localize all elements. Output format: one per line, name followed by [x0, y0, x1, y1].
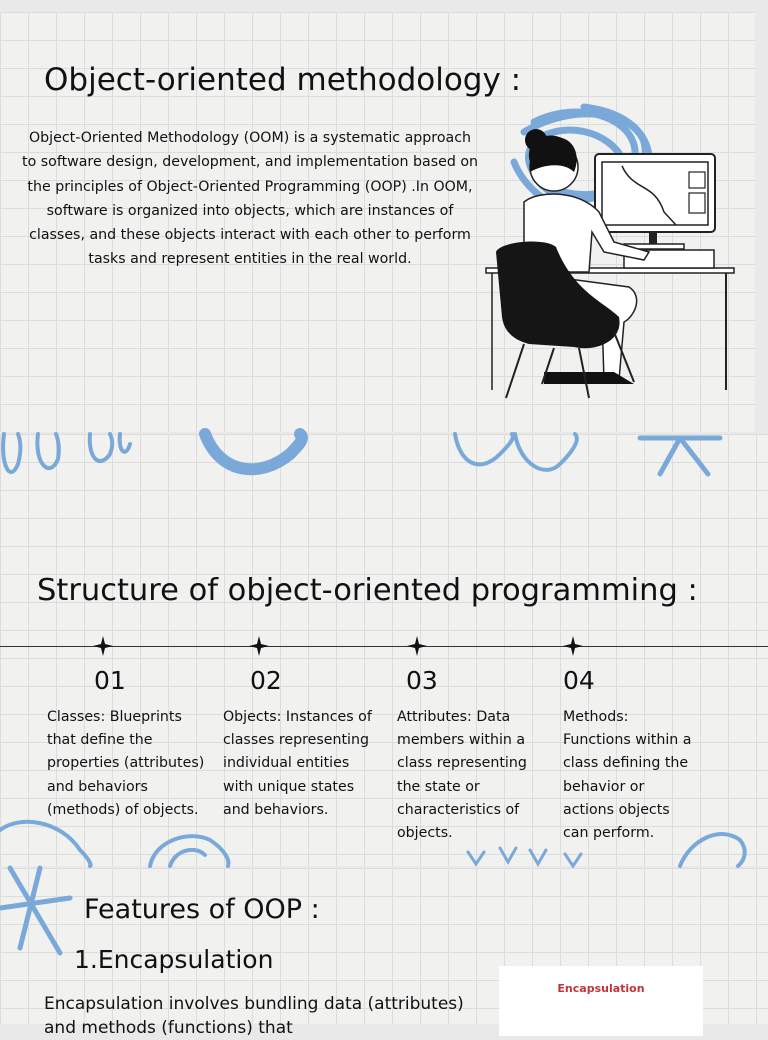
slide-title: Object-oriented methodology : — [44, 62, 522, 98]
step-description: Classes: Blueprints that define the properties (attributes) and behaviors (methods) of objects. — [47, 709, 205, 818]
step-description: Methods: Functions within a class defining the behavior or actions objects can perform. — [563, 709, 692, 842]
step-description: Objects: Instances of classes representing individual entities with unique states and behaviors. — [223, 709, 372, 818]
card-label: Encapsulation — [557, 982, 645, 995]
blue-scribble-decoration — [0, 868, 80, 958]
slide-object-oriented-methodology — [0, 12, 755, 432]
feature-body-text: Encapsulation involves bundling data (attributes) and methods (functions) that — [44, 994, 464, 1038]
blue-scribble-decoration — [0, 434, 768, 494]
blue-scribble-decoration — [0, 810, 768, 866]
sparkle-icon — [93, 636, 113, 656]
timeline-line — [0, 646, 768, 647]
sparkle-icon — [407, 636, 427, 656]
slide-title: Structure of object-oriented programming : — [37, 573, 698, 608]
slide-body-text: Object-Oriented Methodology (OOM) is a systematic approach to software design, development, and implementation based on the principles of Object-Oriented Programming (OOP) .In OOM, software is organized into objects, which are instances of classes, and these objects interact with each other to perform tasks and represent entities in the real world. — [22, 130, 479, 268]
sparkle-icon — [563, 636, 583, 656]
step-description: Attributes: Data members within a class representing the state or characteristics of objects. — [397, 709, 527, 842]
slide-features-of-oop — [0, 868, 768, 1038]
encapsulation-diagram-card — [499, 966, 703, 1036]
step-number: 02 — [250, 666, 282, 695]
feature-heading: 1.Encapsulation — [74, 945, 274, 974]
slide-structure-of-oop — [0, 434, 768, 866]
step-number: 03 — [406, 666, 438, 695]
sparkle-icon — [249, 636, 269, 656]
slide-title: Features of OOP : — [84, 894, 320, 925]
person-at-computer-illustration — [484, 102, 739, 392]
step-number: 04 — [563, 666, 595, 695]
step-number: 01 — [94, 666, 126, 695]
